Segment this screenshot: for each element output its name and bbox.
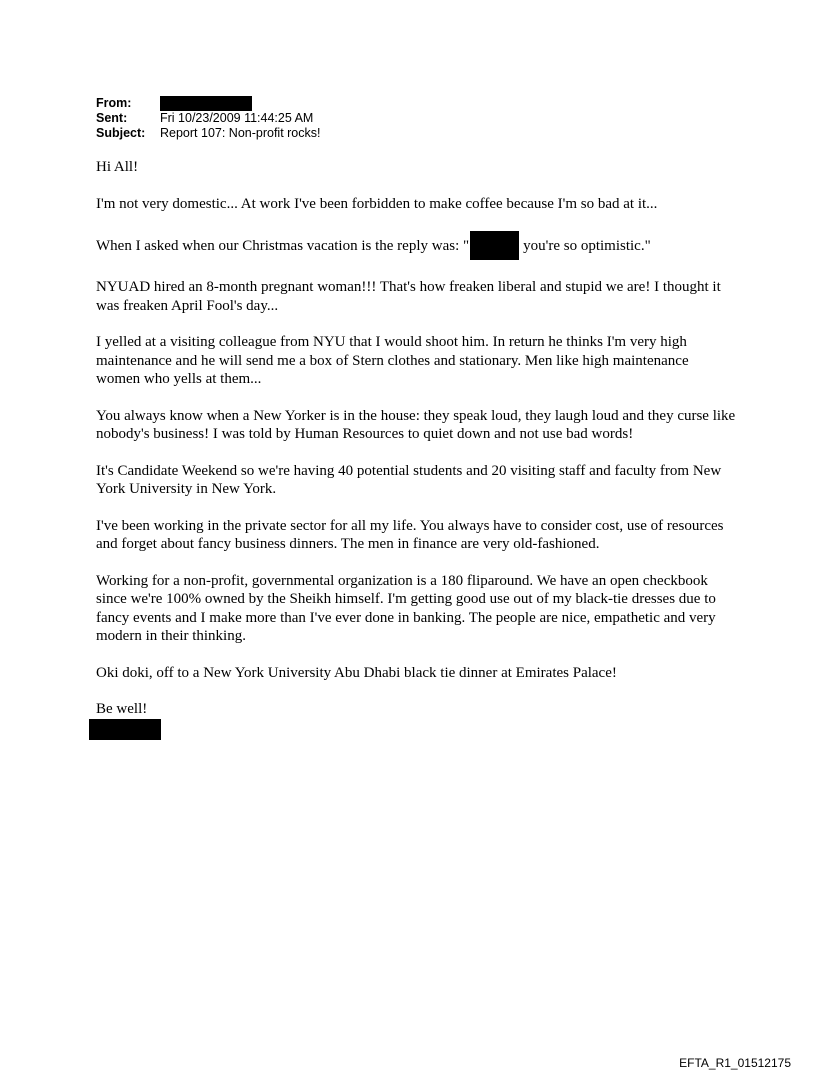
vacation-text-after: you're so optimistic." — [523, 238, 651, 254]
subject-value: Report 107: Non-profit rocks! — [160, 126, 321, 140]
signature-block — [96, 700, 736, 740]
paragraph-colleague: I yelled at a visiting colleague from NYU that I would shoot him. In return he thinks I'm very high maintenance and he will send me a box of Stern clothes and stationary. Men like high maintenance women who yells at them... — [96, 334, 689, 387]
redacted-signature — [89, 719, 161, 740]
paragraph-new-yorker: You always know when a New Yorker is in the house: they speak loud, they laugh loud and they curse like nobody's business! I was told by Human Resources to quiet down and not use bad words! — [96, 407, 736, 442]
paragraph-non-profit: Working for a non-profit, governmental organization is a 180 fliparound. We have an open checkbook since we're 100% owned by the Sheikh himself. I'm getting good use out of my black-tie dresses due to fancy events and I make more than I've ever done in banking. The people are nice, empathetic and very modern in their thinking. — [96, 572, 716, 644]
email-body — [96, 158, 736, 740]
paragraph-coffee: I'm not very domestic... At work I've been forbidden to make coffee because I'm so bad at it... — [96, 195, 658, 212]
paragraph-candidate-weekend: It's Candidate Weekend so we're having 40 potential students and 20 visiting staff and faculty from New York University in New York. — [96, 462, 722, 497]
redacted-name — [470, 231, 519, 260]
paragraph-private-sector: I've been working in the private sector for all my life. You always have to consider cost, use of resources and forget about fancy business dinners. The men in finance are very old-fashioned. — [96, 517, 724, 552]
sent-row — [96, 111, 321, 126]
signoff: Be well! — [96, 701, 148, 717]
subject-row — [96, 126, 321, 141]
vacation-text-before: When I asked when our Christmas vacation is the reply was: " — [96, 238, 470, 254]
greeting: Hi All! — [96, 159, 139, 175]
sent-label: Sent: — [96, 111, 128, 125]
from-row — [96, 96, 321, 111]
redacted-sender — [160, 96, 252, 111]
email-header — [96, 96, 321, 141]
from-label: From: — [96, 96, 132, 110]
paragraph-vacation — [96, 231, 736, 260]
paragraph-dinner: Oki doki, off to a New York University Abu Dhabi black tie dinner at Emirates Palace! — [96, 664, 617, 681]
paragraph-hiring: NYUAD hired an 8-month pregnant woman!!! That's how freaken liberal and stupid we are! I thought it was freaken April Fool's day... — [96, 279, 721, 314]
sent-value: Fri 10/23/2009 11:44:25 AM — [160, 111, 314, 125]
subject-label: Subject: — [96, 126, 146, 140]
document-id: EFTA_R1_01512175 — [679, 1056, 791, 1070]
